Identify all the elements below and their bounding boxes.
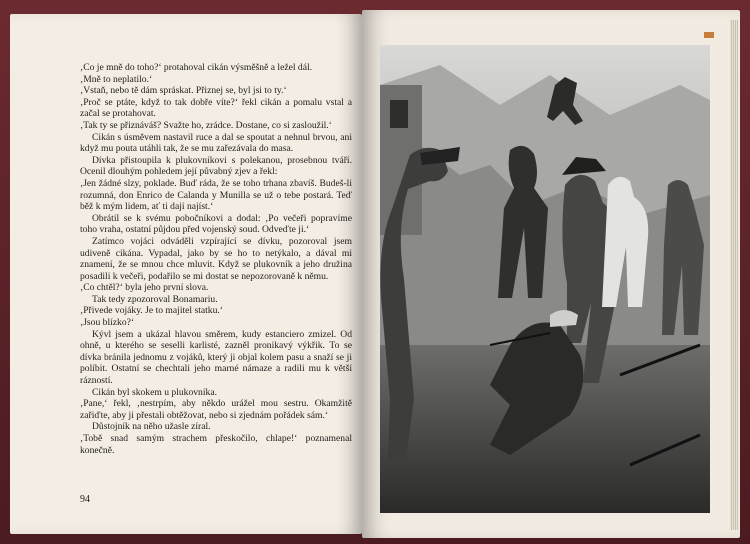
paragraph: Tak tedy zpozoroval Bonamariu. xyxy=(92,293,218,305)
page-number: 94 xyxy=(80,494,90,505)
paragraph: Důstojník na něho užasle zíral. xyxy=(92,421,211,433)
paragraph: Zatímco vojáci odváděli vzpírající se dívku, pozoroval jsem udiveně cikána. Vypadal, jako by se ho to netýkalo, a dával mi znamení, že se mnou chce mluvit. Když se plukovník a jeho družina posadili k večeři, podařilo se mi dostat se nepozorovaně k němu. xyxy=(80,235,352,282)
paragraph: ‚Přivede vojáky. Je to majitel statku.‘ xyxy=(80,305,223,317)
paragraph: Cikán byl skokem u plukovníka. xyxy=(92,386,217,398)
paragraph: ‚Tak ty se přiznáváš? Svažte ho, zrádce. Dostane, co si zasloužil.‘ xyxy=(80,119,332,131)
paragraph: Cikán s úsměvem nastavil ruce a dal se spoutat a nehnul brvou, ani když mu pouta utáhli tak, že se mu zařezávala do masa. xyxy=(80,131,352,155)
body-text xyxy=(80,62,352,456)
bookmark-tab xyxy=(704,32,714,38)
paragraph: ‚Jsou blízko?‘ xyxy=(80,317,135,329)
paragraph: ‚Co chtěl?‘ byla jeho první slova. xyxy=(80,282,209,294)
paragraph: Kývl jsem a ukázal hlavou směrem, kudy estanciero zmizel. Od ohně, u kterého se seselli karlisté, zazněl pronikavý výkřik. To se dívka bránila jednomu z vojáků, který ji objal kolem pasu a snaží se ji políbit. Ostatní se chechtali jeho marné námaze a radili mu k větší rázností. xyxy=(80,328,352,387)
page-edges xyxy=(730,20,738,530)
paragraph: Dívka přistoupila k plukovníkovi s polekanou, prosebnou tváří. Ocenil dlouhým pohledem její půvabný zjev a řekl: xyxy=(80,154,352,178)
paragraph: ‚Pane,‘ řekl, ‚nestrpím, aby někdo urážel mou sestru. Okamžitě zařiďte, aby ji přestali obtěžovat, nebo si zjednám pořádek sám.‘ xyxy=(80,398,352,421)
paragraph: ‚Vstaň, nebo tě dám spráskat. Přiznej se, byl jsi to ty.‘ xyxy=(80,85,287,97)
engraving-illustration-icon xyxy=(380,45,710,513)
paragraph: ‚Proč se ptáte, když to tak dobře víte?‘ řekl cikán a pomalu vstal a začal se protahovat. xyxy=(80,96,352,120)
paragraph: Obrátil se k svému pobočníkovi a dodal: ‚Po večeři popravíme toho vraha, ostatní půjdou před vojenský soud. Odveďte ji.‘ xyxy=(80,212,352,236)
paragraph: ‚Mně to neplatilo.‘ xyxy=(80,73,153,85)
left-page xyxy=(10,14,362,534)
paragraph: ‚Jen žádné slzy, poklade. Buď ráda, že se toho trhana zbavíš. Budeš-li rozumná, don Enrico de Calanda y Munilla se už o tebe postará. Teď běž k mým lidem, ať ti dají najíst.‘ xyxy=(80,177,352,213)
paragraph: ‚Co je mně do toho?‘ protahoval cikán výsměšně a ležel dál. xyxy=(80,62,313,73)
paragraph: ‚Tobě snad samým strachem přeskočilo, chlape!‘ poznamenal konečně. xyxy=(80,433,352,456)
